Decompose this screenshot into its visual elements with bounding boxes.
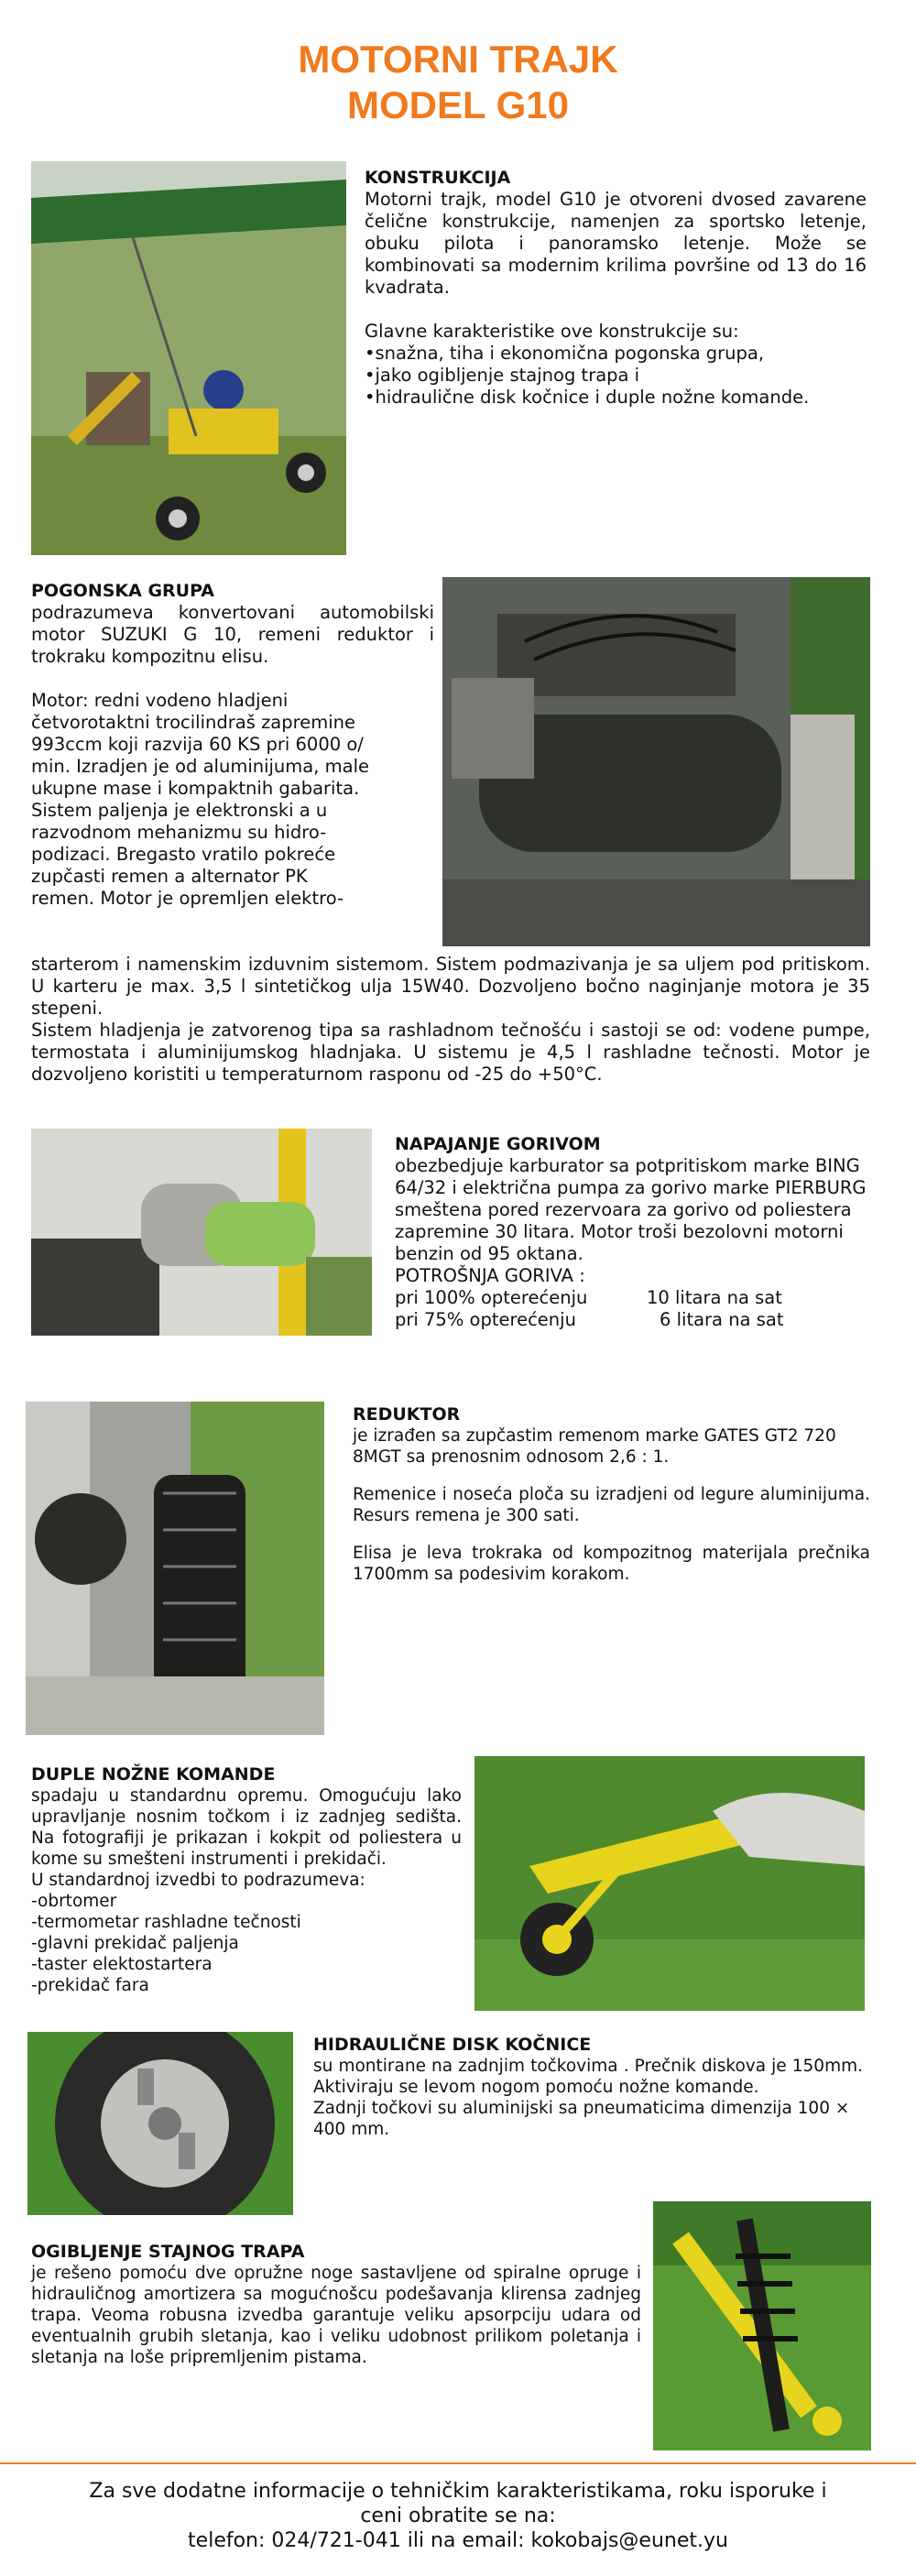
pogonska-intro: podrazumeva konvertovani automobilski motor SUZUKI G 10, remeni reduktor i trokraku kompozitnu elisu. bbox=[31, 602, 434, 667]
motor-line: Sistem paljenja je elektronski a u bbox=[31, 800, 328, 821]
pogonska-heading: POGONSKA GRUPA bbox=[31, 581, 214, 601]
napajanje-section bbox=[395, 1133, 871, 1331]
duple-heading: DUPLE NOŽNE KOMANDE bbox=[31, 1764, 276, 1785]
consumption-heading: POTROŠNJA GORIVA : bbox=[395, 1265, 585, 1286]
suspension-photo bbox=[653, 2201, 871, 2450]
motor-line: zupčasti remen a alternator PK bbox=[31, 866, 308, 887]
features-intro: Glavne karakteristike ove konstrukcije su: bbox=[365, 321, 739, 342]
ogibljenje-text: je rešeno pomoću dve opružne noge sastavljene od spiralne opruge i hidrauličnog amortizera sa mogućnošcu podešavanja klirensa zadnjeg trapa. Veoma robusna izvedba garantuje veliku apsorpciju udara od eventualnih grubih sletanja, kao i veliku udobnost prilikom poletanja i sletanja na loše pripremljenim pistama. bbox=[31, 2264, 641, 2367]
motor-line: razvodnom mehanizmu su hidro- bbox=[31, 822, 327, 843]
motor-continued bbox=[31, 954, 870, 1086]
motor-line: remen. Motor je opremljen elektro- bbox=[31, 888, 344, 909]
kocnice-section bbox=[313, 2034, 863, 2140]
duple-item: -termometar rashladne tečnosti bbox=[31, 1913, 301, 1932]
kocnice-heading: HIDRAULIČNE DISK KOČNICE bbox=[313, 2035, 592, 2055]
reduktor-text-3: Elisa je leva trokraka od kompozitnog materijala prečnika 1700mm sa podesivim korakom. bbox=[353, 1544, 870, 1584]
trike-flight-photo bbox=[31, 161, 346, 555]
motor-line: podizaci. Bregasto vratilo pokreće bbox=[31, 844, 336, 865]
reduktor-heading: REDUKTOR bbox=[353, 1404, 461, 1424]
feature-item: •hidraulične disk kočnice i duple nožne komande. bbox=[365, 387, 810, 408]
consumption-value: 10 litara na sat bbox=[647, 1287, 782, 1308]
kocnice-text-1: su montirane na zadnjim točkovima . Prečnik diskova je 150mm. Aktiviraju se levom nogom pomoću nožne komande. bbox=[313, 2057, 863, 2097]
duple-item: -prekidač fara bbox=[31, 1976, 149, 1995]
title-line-1: MOTORNI TRAJK bbox=[298, 38, 618, 81]
konstrukcija-heading: KONSTRUKCIJA bbox=[365, 168, 511, 188]
pedals-photo bbox=[474, 1756, 865, 2011]
consumption-load: pri 75% opterećenju bbox=[395, 1309, 576, 1330]
consumption-load: pri 100% opterećenju bbox=[395, 1287, 588, 1308]
napajanje-heading: NAPAJANJE GORIVOM bbox=[395, 1134, 601, 1154]
wheel-photo bbox=[27, 2032, 293, 2215]
carburetor-photo bbox=[31, 1129, 372, 1336]
title-line-2: MODEL G10 bbox=[347, 83, 569, 126]
konstrukcija-section bbox=[365, 167, 867, 409]
kocnice-text-2: Zadnji točkovi su aluminijski sa pneumaticima dimenzija 100 × 400 mm. bbox=[313, 2099, 850, 2139]
duple-section bbox=[31, 1763, 462, 1996]
motor-line: min. Izradjen je od aluminijuma, male bbox=[31, 756, 369, 777]
reduktor-section bbox=[353, 1403, 870, 1585]
footer-contact bbox=[0, 2479, 916, 2553]
motor-text: starterom i namenskim izduvnim sistemom. Sistem podmazivanja je sa uljem pod pritiskom. U karteru je max. 3,5 l sintetičkog ulja 15W40. Dozvoljeno bočno naginjanje motora je 35 stepeni. bbox=[31, 954, 870, 1019]
footer-line-2: ceni obratite se na: bbox=[360, 2505, 556, 2527]
konstrukcija-text: Motorni trajk, model G10 je otvoreni dvosed zavarene čelične konstrukcije, namenjen za sportsko letenje, obuku pilota i panoramsko letenje. Može se kombinovati sa modernim krilima površine od 13 do 16 kvadrata. bbox=[365, 189, 867, 298]
duple-std-intro: U standardnoj izvedbi to podrazumeva: bbox=[31, 1871, 365, 1890]
ogibljenje-heading: OGIBLJENJE STAJNOG TRAPA bbox=[31, 2242, 305, 2262]
footer-divider bbox=[0, 2462, 916, 2464]
motor-line: ukupne mase i kompaktnih gabarita. bbox=[31, 778, 360, 799]
reduktor-text-1: je izrađen sa zupčastim remenom marke GATES GT2 720 8MGT sa prenosnim odnosom 2,6 : 1. bbox=[353, 1426, 836, 1467]
footer-line-3: telefon: 024/721-041 ili na email: kokobajs@eunet.yu bbox=[188, 2529, 728, 2552]
duple-text: spadaju u standardnu opremu. Omogućuju lako upravljanje nosnim točkom i iz zadnjeg sedišta. Na fotografiji je prikazan i kokpit od poliestera u kome su smešteni instrumenti i prekidači. bbox=[31, 1786, 462, 1869]
motor-line: Motor: redni vodeno hladjeni bbox=[31, 690, 289, 711]
consumption-row bbox=[395, 1287, 871, 1309]
feature-item: •snažna, tiha i ekonomična pogonska grupa, bbox=[365, 343, 765, 364]
reduktor-text-2: Remenice i noseća ploča su izradjeni od legure aluminijuma. Resurs remena je 300 sati. bbox=[353, 1485, 870, 1525]
duple-item: -obrtomer bbox=[31, 1892, 117, 1911]
duple-item: -taster elektostartera bbox=[31, 1955, 213, 1974]
feature-item: •jako ogibljenje stajnog trapa i bbox=[365, 365, 640, 386]
consumption-row bbox=[395, 1309, 871, 1331]
motor-line: četvorotaktni trocilindraš zapremine bbox=[31, 712, 355, 733]
ogibljenje-section bbox=[31, 2241, 641, 2368]
consumption-value: 6 litara na sat bbox=[660, 1309, 784, 1330]
napajanje-text: obezbedjuje karburator sa potpritiskom marke BING 64/32 i električna pumpa za gorivo marke PIERBURG smeštena pored rezervoara za gorivo od poliestera zapremine 30 litara. Motor troši bezolovni motorni benzin od 95 oktana. bbox=[395, 1155, 867, 1264]
cooling-text: Sistem hladjenja je zatvorenog tipa sa rashladnom tečnošću i sastoji se od: vodene pumpe, termostata i aluminijumskog hladnjaka. U sistemu je 4,5 l rashladne tečnosti. Motor je dozvoljeno koristiti u temperaturnom rasponu od -25 do +50°C. bbox=[31, 1020, 870, 1085]
motor-line: 993ccm koji razvija 60 KS pri 6000 o/ bbox=[31, 734, 364, 755]
pogonska-section bbox=[31, 580, 434, 910]
page-title bbox=[0, 37, 916, 128]
footer-line-1: Za sve dodatne informacije o tehničkim karakteristikama, roku isporuke i bbox=[89, 2480, 827, 2503]
engine-photo bbox=[442, 577, 870, 946]
gearbox-photo bbox=[26, 1402, 324, 1735]
duple-item: -glavni prekidač paljenja bbox=[31, 1934, 239, 1953]
